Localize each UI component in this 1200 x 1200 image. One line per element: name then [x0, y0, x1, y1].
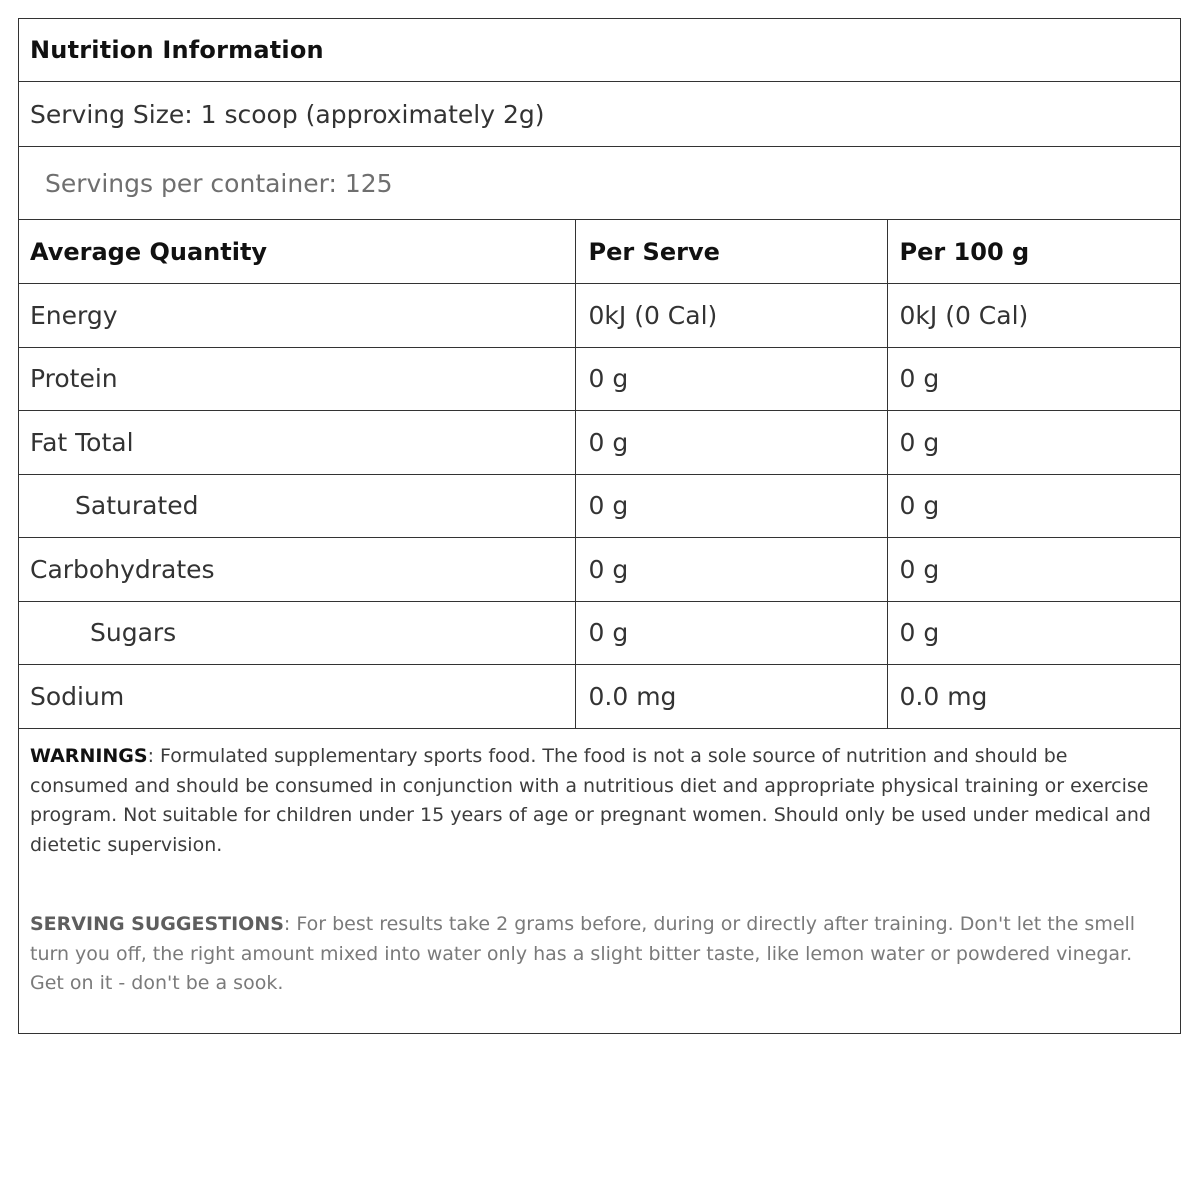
per-serve-value: 0 g	[575, 538, 887, 602]
per-100g-value: 0 g	[887, 538, 1180, 602]
notes-section	[19, 728, 1180, 1034]
table-row	[19, 347, 1180, 411]
table-row	[19, 665, 1180, 729]
table-row	[19, 474, 1180, 538]
table-row	[19, 538, 1180, 602]
warnings-text: : Formulated supplementary sports food. The food is not a sole source of nutrition and should be consumed and should be consumed in conjunction with a nutritious diet and appropriate physical training or exercise program. Not suitable for children under 15 years of age or pregnant women. Should only be used under medical and dietetic supervision.	[30, 745, 1151, 856]
per-100g-value: 0 g	[887, 474, 1180, 538]
table-row	[19, 601, 1180, 665]
per-serve-value: 0 g	[575, 601, 887, 665]
per-100g-value: 0kJ (0 Cal)	[887, 284, 1180, 348]
per-serve-value: 0kJ (0 Cal)	[575, 284, 887, 348]
serving-size: Serving Size: 1 scoop (approximately 2g)	[30, 99, 545, 129]
per-100g-value: 0 g	[887, 347, 1180, 411]
nutrient-name: Protein	[19, 347, 575, 411]
nutrient-name: Saturated	[19, 474, 575, 538]
serving-suggestions-label: SERVING SUGGESTIONS	[30, 913, 284, 935]
per-serve-value: 0 g	[575, 474, 887, 538]
warnings-label: WARNINGS	[30, 745, 148, 767]
panel-title: Nutrition Information	[30, 36, 324, 64]
nutrition-panel	[18, 18, 1181, 1034]
nutrition-table	[19, 220, 1180, 729]
per-100g-value: 0 g	[887, 601, 1180, 665]
nutrient-name: Carbohydrates	[19, 538, 575, 602]
serving-suggestions-paragraph	[30, 910, 1169, 999]
servings-per-container-row	[19, 147, 1180, 220]
nutrient-name: Fat Total	[19, 411, 575, 475]
per-serve-value: 0 g	[575, 411, 887, 475]
warnings-paragraph	[30, 742, 1169, 860]
per-100g-value: 0.0 mg	[887, 665, 1180, 729]
nutrient-name: Sugars	[19, 601, 575, 665]
serving-suggestions-text: : For best results take 2 grams before, during or directly after training. Don't let the smell turn you off, the right amount mixed into water only has a slight bitter taste, like lemon water or powdered vinegar. Get on it - don't be a sook.	[30, 913, 1136, 994]
serving-size-row	[19, 82, 1180, 147]
table-row	[19, 411, 1180, 475]
per-serve-value: 0 g	[575, 347, 887, 411]
per-100g-value: 0 g	[887, 411, 1180, 475]
servings-per-container: Servings per container: 125	[45, 168, 393, 198]
per-serve-value: 0.0 mg	[575, 665, 887, 729]
header-average-quantity: Average Quantity	[19, 220, 575, 284]
header-per-100g: Per 100 g	[887, 220, 1180, 284]
title-row	[19, 19, 1180, 82]
nutrient-name: Sodium	[19, 665, 575, 729]
header-per-serve: Per Serve	[575, 220, 887, 284]
table-row	[19, 284, 1180, 348]
table-header-row	[19, 220, 1180, 284]
nutrient-name: Energy	[19, 284, 575, 348]
